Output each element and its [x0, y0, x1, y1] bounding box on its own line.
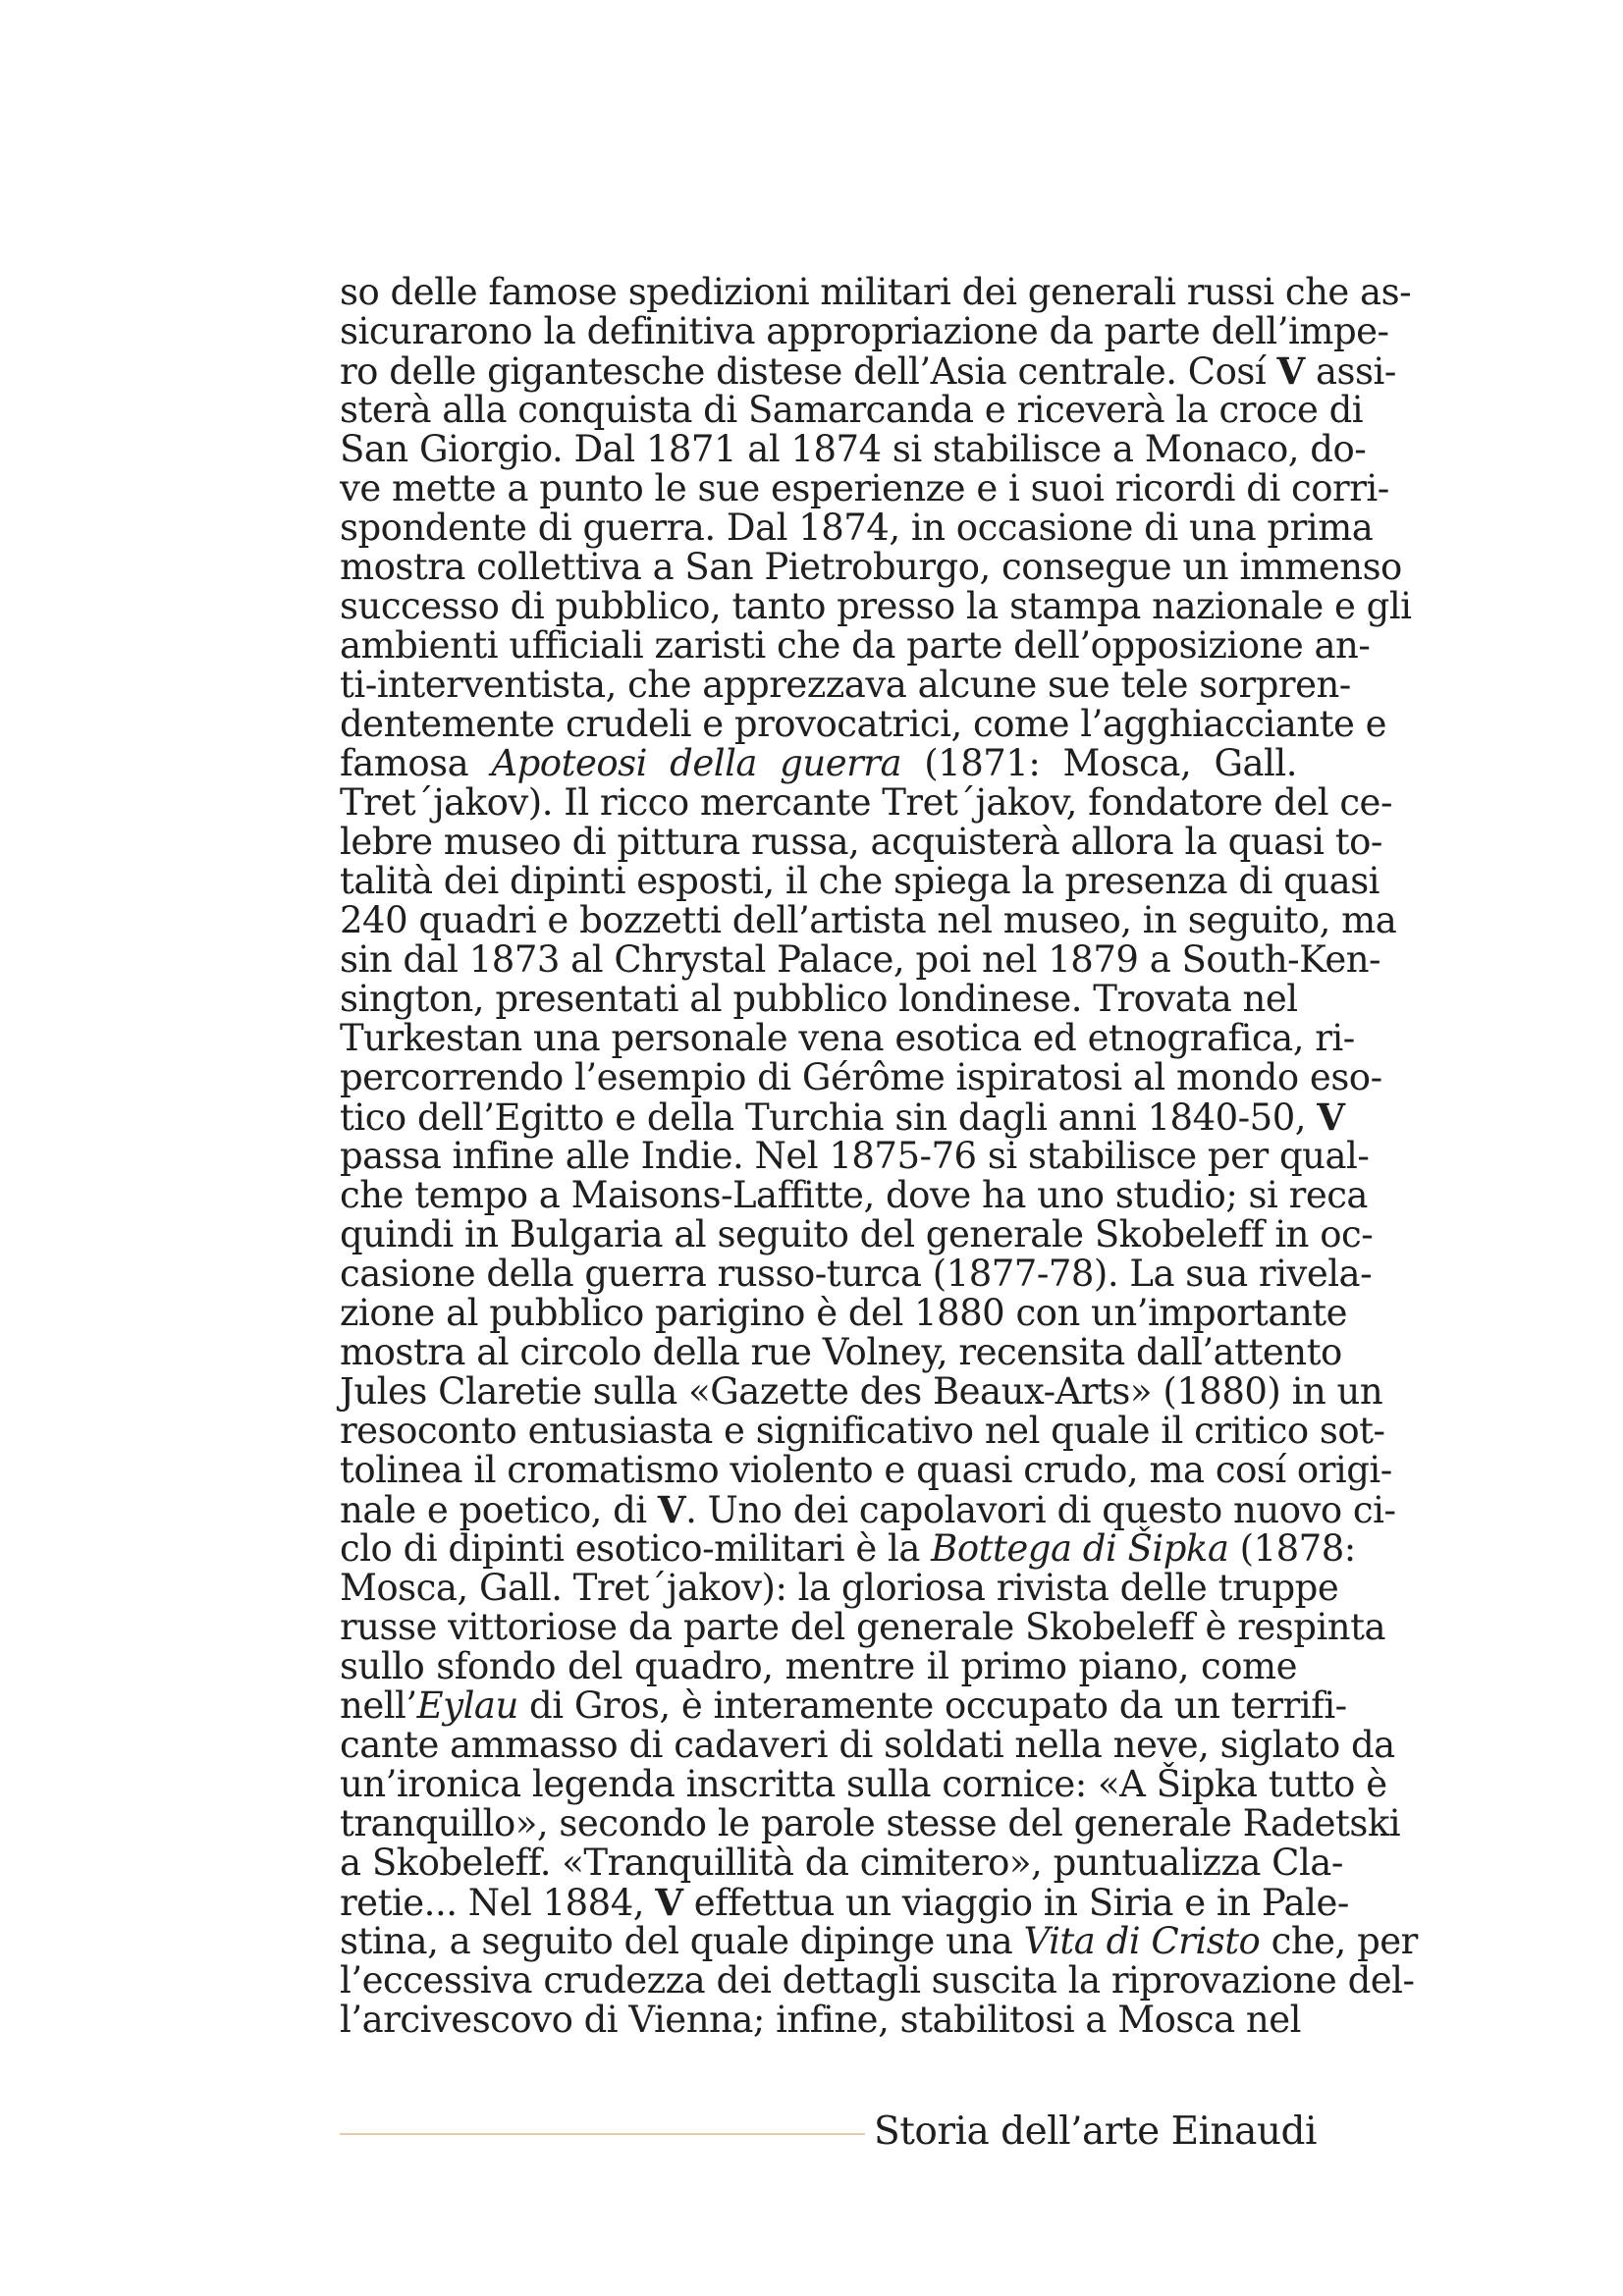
- text-line: percorrendo l’esempio di Gérôme ispiratosi al mondo eso-: [340, 1056, 1382, 1098]
- text-line: sington, presentati al pubblico londinese. Trovata nel: [340, 978, 1298, 1020]
- text-line: retie... Nel 1884, V effettua un viaggio in Siria e in Pale-: [340, 1881, 1349, 1924]
- text-line: l’arcivescovo di Vienna; infine, stabilitosi a Mosca nel: [340, 1999, 1301, 2041]
- footer-divider: [340, 2133, 865, 2135]
- text-line: so delle famose spedizioni militari dei generali russi che as-: [340, 271, 1412, 313]
- text-line: tolinea il cromatismo violento e quasi crudo, ma cosí origi-: [340, 1449, 1392, 1491]
- body-text: [340, 271, 1418, 2041]
- text-line: 240 quadri e bozzetti dell’artista nel museo, in seguito, ma: [340, 899, 1397, 941]
- footer-title: Storia dell’arte Einaudi: [874, 2109, 1317, 2154]
- text-line: clo di dipinti esotico-militari è la Bottega di Šipka (1878:: [340, 1527, 1356, 1570]
- text-line: talità dei dipinti esposti, il che spiega la presenza di quasi: [340, 860, 1380, 902]
- text-line: famosa Apoteosi della guerra (1871: Mosca, Gall.: [340, 742, 1297, 784]
- text-line: sterà alla conquista di Samarcanda e riceverà la croce di: [340, 389, 1364, 431]
- text-line: che tempo a Maisons-Laffitte, dove ha uno studio; si reca: [340, 1174, 1368, 1216]
- text-line: ve mette a punto le sue esperienze e i suoi ricordi di corri-: [340, 467, 1389, 509]
- text-line: mostra collettiva a San Pietroburgo, consegue un immenso: [340, 546, 1402, 588]
- text-line: nale e poetico, di V. Uno dei capolavori di questo nuovo ci-: [340, 1488, 1396, 1531]
- text-line: resoconto entusiasta e significativo nel quale il critico sot-: [340, 1410, 1385, 1452]
- text-line: sin dal 1873 al Chrystal Palace, poi nel 1879 a South-Ken-: [340, 938, 1381, 981]
- text-line: sullo sfondo del quadro, mentre il primo piano, come: [340, 1645, 1297, 1687]
- text-line: Tret´jakov). Il ricco mercante Tret´jakov, fondatore del ce-: [340, 781, 1392, 824]
- text-line: successo di pubblico, tanto presso la stampa nazionale e gli: [340, 585, 1412, 627]
- text-line: casione della guerra russo-turca (1877-78). La sua rivela-: [340, 1253, 1373, 1295]
- text-line: dentemente crudeli e provocatrici, come l’agghiacciante e: [340, 703, 1387, 745]
- text-line: passa infine alle Indie. Nel 1875-76 si stabilisce per qual-: [340, 1135, 1370, 1177]
- text-line: spondente di guerra. Dal 1874, in occasione di una prima: [340, 507, 1374, 549]
- text-line: sicurarono la definitiva appropriazione da parte dell’impe-: [340, 310, 1389, 352]
- text-line: stina, a seguito del quale dipinge una Vita di Cristo che, per: [340, 1920, 1418, 1962]
- text-line: San Giorgio. Dal 1871 al 1874 si stabilisce a Monaco, do-: [340, 428, 1367, 470]
- text-line: zione al pubblico parigino è del 1880 con un’importante: [340, 1292, 1348, 1334]
- text-line: un’ironica legenda inscritta sulla cornice: «A Šipka tutto è: [340, 1763, 1387, 1805]
- text-line: russe vittoriose da parte del generale Skobeleff è respinta: [340, 1606, 1386, 1648]
- text-line: l’eccessiva crudezza dei dettagli suscita la riprovazione del-: [340, 1959, 1415, 2002]
- text-line: quindi in Bulgaria al seguito del generale Skobeleff in oc-: [340, 1213, 1374, 1255]
- text-line: nell’Eylau di Gros, è interamente occupato da un terrifi-: [340, 1684, 1347, 1727]
- text-line: Turkestan una personale vena esotica ed etnografica, ri-: [340, 1017, 1355, 1059]
- text-line: lebre museo di pittura russa, acquisterà allora la quasi to-: [340, 821, 1382, 863]
- text-line: Mosca, Gall. Tret´jakov): la gloriosa rivista delle truppe: [340, 1567, 1339, 1609]
- text-line: cante ammasso di cadaveri di soldati nella neve, siglato da: [340, 1724, 1395, 1766]
- text-line: tico dell’Egitto e della Turchia sin dagli anni 1840-50, V: [340, 1095, 1345, 1139]
- text-line: Jules Claretie sulla «Gazette des Beaux-Arts» (1880) in un: [340, 1370, 1383, 1413]
- text-line: a Skobeleff. «Tranquillità da cimitero», puntualizza Cla-: [340, 1842, 1343, 1884]
- text-line: ro delle gigantesche distese dell’Asia centrale. Cosí V assi-: [340, 349, 1396, 393]
- text-line: tranquillo», secondo le parole stesse del generale Radetski: [340, 1802, 1401, 1844]
- text-line: ti-interventista, che apprezzava alcune sue tele sorpren-: [340, 664, 1351, 706]
- text-line: ambienti ufficiali zaristi che da parte dell’opposizione an-: [340, 624, 1371, 667]
- text-line: mostra al circolo della rue Volney, recensita dall’attento: [340, 1331, 1342, 1373]
